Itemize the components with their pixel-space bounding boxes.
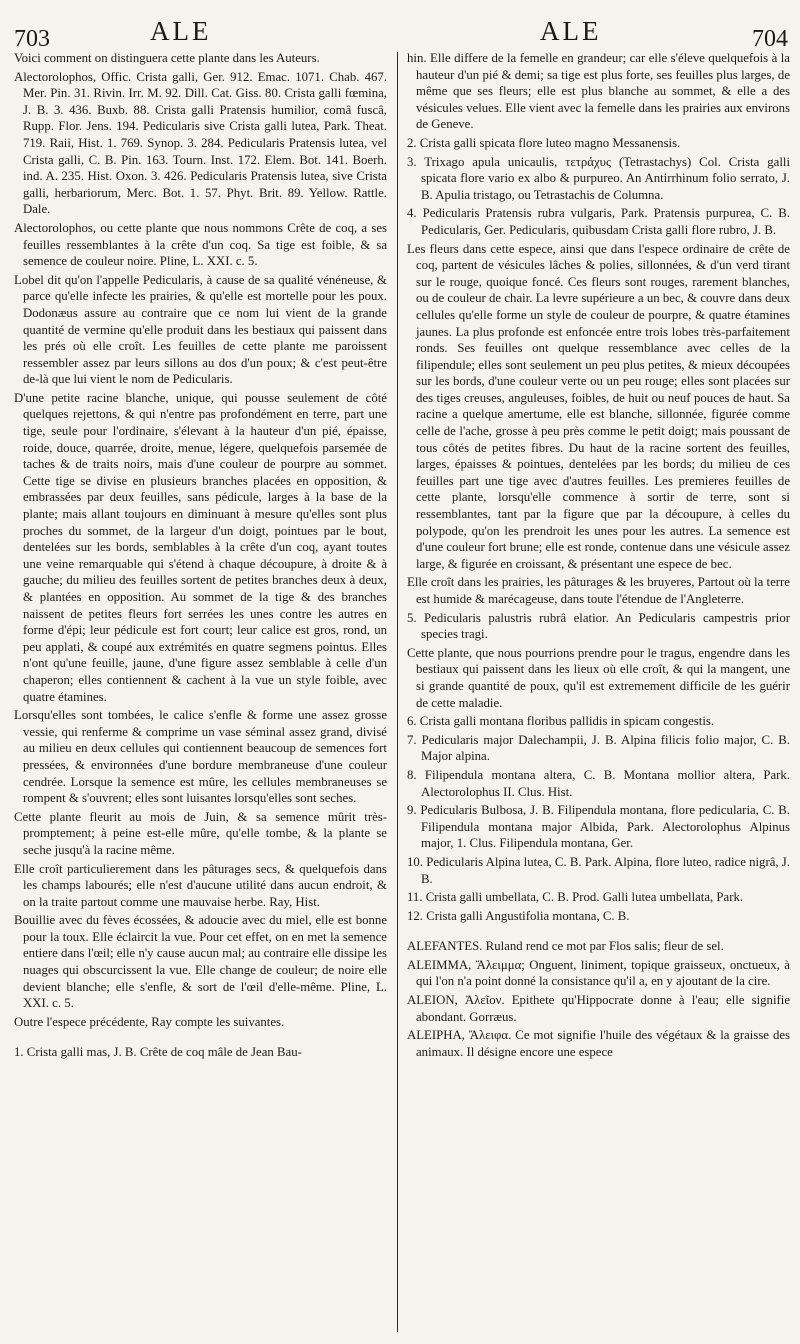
- paragraph: Bouillie avec du fèves écossées, & adoucie avec du miel, elle est bonne pour la toux. Elle éclaircit la vue. Pour cet effet, on en met la semence entiere dans l'œil; elle n'y cause aucun mal; au contraire elle dissipe les nuages qui obscurcissent la vue. Elle change de couleur; de noire elle devient blanche; elle s'enfle, & sort de l'œil d'elle-même. Pline, L. XXI. c. 5.: [14, 913, 387, 1011]
- list-item: 5. Pedicularis palustris rubrâ elatior. An Pedicularis campestris prior species tragi.: [407, 610, 790, 642]
- paragraph: Lorsqu'elles sont tombées, le calice s'enfle & forme une assez grosse vessie, qui renferme & comprime un vase séminal assez grand, divisé au milieu en deux cellules qui contiennent beaucoup de semences fort pressées, & environnées d'une bordure membraneuse d'une couleur cendrée. Lorsque la semence est mûre, les cellules membraneuses se rompent & s'ouvrent; elles sont luisantes lorsqu'elles sont seches.: [14, 708, 387, 806]
- dictionary-entry: ALEIMMA, Ἄλειμμα; Onguent, liniment, topique graisseux, onctueux, à qui l'on n'a point donné la consistance qu'il a, en y ajoutant de la cire.: [407, 957, 790, 989]
- list-item: 4. Pedicularis Pratensis rubra vulgaris, Park. Pratensis purpurea, C. B. Pedicularis, Ger. Pedicularis, quibusdam Crista galli flore rubro, J. B.: [407, 206, 790, 237]
- paragraph: D'une petite racine blanche, unique, qui pousse seulement de côté quelques rejettons, & qui n'entre pas profondément en terre, part une tige, seule pour l'ordinaire, s'élevant à la hauteur d'un pié, épaisse, roide, douce, quarrée, droite, menue, légere, quelquefois parsemée de taches & de traits noirs, mais d'une couleur de pourpre au sommet. Cette tige se divise en plusieurs branches placées en opposition, & embrassées par deux feuilles, sans pédicule, larges à la base de la plante; mais allant toujours en diminuant à mesure qu'elles sont plus proches du sommet, de la largeur d'un doigt, pointues par le bout, dentelées sur les bords, semblables à la crête d'un coq, ayant toutes une veine remarquable qui s'étend à chaque découpure, à droite & à gauche; du milieu des feuilles sortent de petites branches deux à deux, & plantées en opposition. Au sommet de la tige & des branches naissent de petites fleurs fort serrées les unes contre les autres en forme d'épi; leur pédicule est fort court; leur calice est gros, rond, un peu applati, & coupé aux extrémités en quatre segmens pointus. Elles n'ont qu'une feuille, jaune, d'une figure assez semblable à celle d'un chaperon; elles contiennent & cachent à la vue un style foible, avec quatre étamines.: [14, 390, 387, 704]
- dictionary-entry: ALEFANTES. Ruland rend ce mot par Flos salis; fleur de sel.: [407, 939, 724, 954]
- paragraph: hin. Elle differe de la femelle en grandeur; car elle s'éleve quelquefois à la hauteur d'un pié & demi; sa tige est plus forte, ses feuilles plus larges, de même que ses fleurs; elle est plus blanche au sommet, & elle a des vésicules velues. Elle vient avec la femelle dans les prairies aux environs de Geneve.: [407, 51, 790, 132]
- list-item: 10. Pedicularis Alpina lutea, C. B. Park. Alpina, flore luteo, radice nigrâ, J. B.: [407, 854, 790, 886]
- paragraph: Les fleurs dans cette espece, ainsi que dans l'espece ordinaire de crête de coq, partent de vésicules lâches & polies, sillonnées, & d'un verd tirant sur le rouge, quoique foncé. Ces fleurs sont rouges, rarement blanches, ou de couleur de chair. La levre supérieure a un bec, & couvre dans deux cellules qu'elle forme un style de couleur de pourpre, & quatre étamines jaunes. La plus profonde est enfoncée entre trois lobes très-parfaitement ronds. Ses feuilles ont quelque ressemblance avec celles de la filipendule; elles sont seulement un peu plus petites, & mieux découpées sur les bords, d'une couleur verte ou un peu rouge; elles sont placées sur des tiges creuses, anguleuses, foibles, de huit ou neuf pouces de haut. Sa racine a quelque amertume, elle est blanche, sillonnée, figurée comme celle de l'ache, grosse à peu près comme le petit doigt; mais poussant de tous côtés de petites fibres. Du haut de la racine sortent des feuilles, larges, épaisses & pointues, dentelées par les bords; du milieu de ces feuilles part une tige avec d'autres feuilles. Les premieres feuilles de cette plante, lorsqu'elle commence à sortir de terre, sont si ressemblantes, tant par la figure que par la découpure, à celles du polypode, qu'on les prendroit les unes pour les autres. La semence est d'une couleur fort brune; elle est ronde, contenue dans une vésicule assez large, & figurée en croissant, & présentant une espece de bec.: [407, 241, 790, 571]
- list-item: 2. Crista galli spicata flore luteo magno Messanensis.: [407, 135, 681, 150]
- paragraph: Elle croît particulierement dans les pâturages secs, & quelquefois dans les champs labourés; elle n'est d'aucune utilité dans aucun endroit, & on la traite partout comme une mauvaise herbe. Ray, Hist.: [14, 861, 387, 909]
- running-header: [0, 6, 800, 52]
- right-headword: ALE: [540, 16, 602, 46]
- list-item: 9. Pedicularis Bulbosa, J. B. Filipendula montana, flore pedicularia, C. B. Filipendula montana major Albida, Park. Alectorolophus Alpinus major, 1. Clus. Filipendula montana, Ger.: [407, 803, 790, 851]
- paragraph: Lobel dit qu'on l'appelle Pedicularis, à cause de sa qualité vénéneuse, & parce qu'elle infecte les prairies, & qu'elle est mortelle pour les poux. Dodonæus assure au contraire que ce nom lui vient de la grande quantité de vermine qu'elle produit dans les bestiaux qui paissent dans les prés où elle croît. Les feuilles de cette plante me paroissent ressembler assez par leurs sillons au dos d'un poux; & c'est peut-être de-là que lui vient le nom de Pedicularis.: [14, 272, 387, 387]
- list-item: 7. Pedicularis major Dalechampii, J. B. Alpina filicis folio major, C. B. Major alpina.: [407, 732, 790, 764]
- list-item: 6. Crista galli montana floribus pallidis in spicam congestis.: [407, 714, 715, 729]
- list-item: 1. Crista galli mas, J. B. Crête de coq mâle de Jean Bau-: [14, 1045, 302, 1060]
- list-item: 3. Trixago apula unicaulis, τετράχυς (Tetrastachys) Col. Crista galli spicata flore vario ex albo & purpureo. An Antirrhinum folio serrato, J. B. Apulia tristago, ou Tetrastachis de Columna.: [407, 154, 790, 202]
- paragraph: Alectorolophos, ou cette plante que nous nommons Crête de coq, a ses feuilles ressemblantes à la crête d'un coq. Sa tige est foible, & sa semence de couleur noire. Pline, L. XXI. c. 5.: [14, 220, 387, 269]
- paragraph: Elle croît dans les prairies, les pâturages & les bruyeres, Partout où la terre est humide & marécageuse, dans toute l'étendue de l'Angleterre.: [407, 575, 790, 606]
- paragraph: Voici comment on distinguera cette plante dans les Auteurs.: [14, 51, 320, 65]
- list-item: 12. Crista galli Angustifolia montana, C. B.: [407, 908, 630, 923]
- paragraph: Cette plante fleurit au mois de Juin, & sa semence mûrit très-promptement; à peine est-elle mûre, qu'elle tombe, & la plante se seche jusqu'à la racine même.: [14, 809, 387, 857]
- dictionary-entry: ALEIPHA, Ἄλειφα. Ce mot signifie l'huile des végétaux & la graisse des animaux. Il désigne encore une espece: [407, 1028, 790, 1059]
- left-page-number: 703: [14, 26, 50, 52]
- left-column: [14, 50, 387, 1063]
- left-headword: ALE: [150, 16, 212, 46]
- right-page-number: 704: [752, 26, 788, 52]
- right-column: [407, 50, 790, 1062]
- dictionary-entry: ALEION, Ἀλεῖον. Epithete qu'Hippocrate donne à l'eau; elle signifie abondant. Gorræus.: [407, 993, 790, 1024]
- column-rule: [397, 52, 398, 1332]
- paragraph: Cette plante, que nous pourrions prendre pour le tragus, engendre dans les bestiaux qui paissent dans les lieux où elle croît, & qui la mangent, une si grande quantité de poux, qu'il est extremement difficile de les guérir de cette maladie.: [407, 645, 790, 710]
- list-item: 8. Filipendula montana altera, C. B. Montana mollior altera, Park. Alectorolophus II. Clus. Hist.: [407, 767, 790, 799]
- paragraph: Outre l'espece précédente, Ray compte les suivantes.: [14, 1014, 285, 1029]
- paragraph: Alectorolophos, Offic. Crista galli, Ger. 912. Emac. 1071. Chab. 467. Mer. Pin. 31. Rivin. Irr. M. 92. Dill. Cat. Giss. 80. Crista galli fœmina, J. B. 3. 436. Buxb. 88. Crista galli Pratensis humilior, comâ fuscâ, Rupp. Flor. Jens. 194. Pedicularis sive Crista galli lutea, Park. Theat. 719. Raii, Hist. 1. 769. Synop. 3. 284. Pedicularis Pratensis lutea, vel Crista galli, C. B. Pin. 163. Tourn. Inst. 172. Elem. Bot. 141. Boerh. ind. A. 235. Hist. Oxon. 3. 426. Pedicularis Pratensis lutea, sive Crista galli, herbariorum, Merc. Bot. 1. 57. Phyt. Brit. 89. Yellow. Rattle. Dale.: [14, 69, 387, 217]
- list-item: 11. Crista galli umbellata, C. B. Prod. Galli lutea umbellata, Park.: [407, 890, 744, 905]
